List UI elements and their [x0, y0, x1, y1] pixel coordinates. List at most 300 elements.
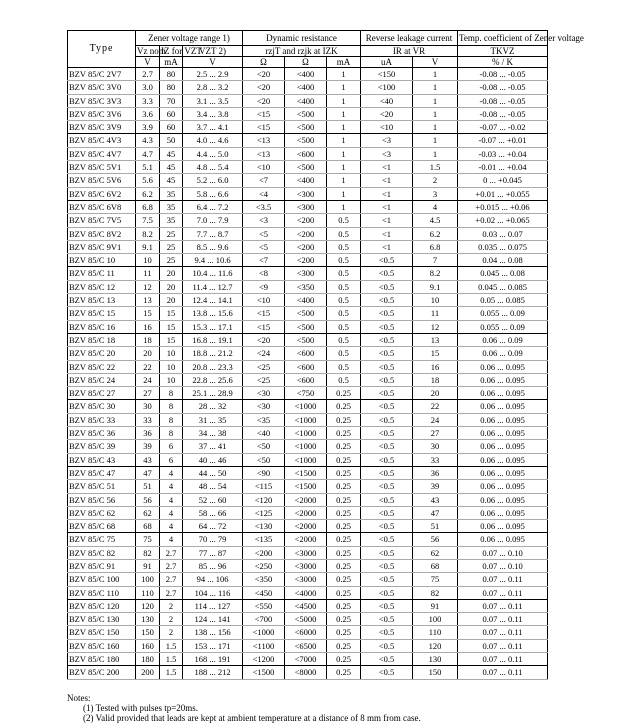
cell-ir: <20	[361, 107, 413, 120]
cell-izk: 0.5	[327, 333, 361, 346]
cell-izk: 0.5	[327, 267, 361, 280]
cell-vznom: 51	[136, 480, 160, 493]
header-vzt: VZT 2)	[183, 46, 243, 57]
cell-type: BZV 85/C 3V0	[68, 81, 136, 94]
cell-ir: <0.5	[361, 373, 413, 386]
table-row	[68, 280, 548, 293]
cell-rz2: <200	[285, 254, 327, 267]
note-1: (1) Tested with pulses tp=20ms.	[83, 703, 199, 713]
cell-vzt: 64 ... 72	[183, 520, 243, 533]
cell-tk: +0.015 ... +0.06	[458, 200, 548, 213]
cell-rz1: <30	[243, 400, 285, 413]
cell-rz1: <8	[243, 267, 285, 280]
cell-vznom: 39	[136, 440, 160, 453]
table-row	[68, 493, 548, 506]
cell-ir: <0.5	[361, 453, 413, 466]
table-row	[68, 174, 548, 187]
cell-type: BZV 85/C 33	[68, 413, 136, 426]
cell-iz: 4	[160, 520, 183, 533]
cell-iz: 20	[160, 267, 183, 280]
cell-tk: 0.07 ... 0.11	[458, 653, 548, 666]
cell-rz2: <4000	[285, 586, 327, 599]
cell-rz2: <300	[285, 267, 327, 280]
cell-rz1: <13	[243, 134, 285, 147]
table-row	[68, 347, 548, 360]
cell-vzt: 138 ... 156	[183, 626, 243, 639]
cell-iz: 70	[160, 94, 183, 107]
cell-iz: 6	[160, 440, 183, 453]
cell-vzt: 70 ... 79	[183, 533, 243, 546]
cell-vznom: 180	[136, 653, 160, 666]
cell-vzt: 18.8 ... 21.2	[183, 347, 243, 360]
cell-rz2: <500	[285, 161, 327, 174]
cell-type: BZV 85/C 75	[68, 533, 136, 546]
cell-tk: 0.07 ... 0.11	[458, 599, 548, 612]
cell-iz: 10	[160, 360, 183, 373]
cell-tk: 0.07 ... 0.11	[458, 613, 548, 626]
cell-tk: 0.03 ... 0.07	[458, 227, 548, 240]
cell-ir: <1	[361, 200, 413, 213]
cell-vr: 1	[413, 81, 458, 94]
cell-ir: <0.5	[361, 320, 413, 333]
header-temp-coeff: Temp. coefficient of Zener voltage	[458, 31, 548, 46]
cell-vzt: 4.4 ... 5.0	[183, 147, 243, 160]
cell-rz1: <10	[243, 161, 285, 174]
cell-vznom: 160	[136, 639, 160, 652]
cell-type: BZV 85/C 62	[68, 506, 136, 519]
cell-tk: 0.06 ... 0.095	[458, 373, 548, 386]
cell-izk: 0.5	[327, 280, 361, 293]
cell-type: BZV 85/C 7V5	[68, 214, 136, 227]
cell-vznom: 11	[136, 267, 160, 280]
cell-vzt: 85 ... 96	[183, 559, 243, 572]
cell-type: BZV 85/C 110	[68, 586, 136, 599]
cell-iz: 8	[160, 427, 183, 440]
unit-vr: V	[413, 57, 458, 68]
cell-type: BZV 85/C 18	[68, 333, 136, 346]
cell-type: BZV 85/C 2V7	[68, 68, 136, 81]
cell-vznom: 5.6	[136, 174, 160, 187]
cell-ir: <3	[361, 147, 413, 160]
cell-rz1: <250	[243, 559, 285, 572]
cell-vr: 27	[413, 427, 458, 440]
cell-ir: <0.5	[361, 400, 413, 413]
cell-vznom: 24	[136, 373, 160, 386]
cell-type: BZV 85/C 91	[68, 559, 136, 572]
cell-izk: 0.25	[327, 480, 361, 493]
cell-rz1: <3.5	[243, 200, 285, 213]
header-type: Type	[68, 31, 136, 68]
table-row	[68, 413, 548, 426]
cell-ir: <0.5	[361, 666, 413, 679]
cell-ir: <0.5	[361, 280, 413, 293]
cell-type: BZV 85/C 8V2	[68, 227, 136, 240]
cell-ir: <0.5	[361, 546, 413, 559]
cell-tk: 0.06 ... 0.095	[458, 493, 548, 506]
cell-vznom: 22	[136, 360, 160, 373]
cell-vr: 12	[413, 320, 458, 333]
cell-vzt: 7.7 ... 8.7	[183, 227, 243, 240]
cell-ir: <3	[361, 134, 413, 147]
cell-vzt: 7.0 ... 7.9	[183, 214, 243, 227]
cell-iz: 4	[160, 533, 183, 546]
cell-rz1: <700	[243, 613, 285, 626]
cell-vr: 16	[413, 360, 458, 373]
cell-type: BZV 85/C 51	[68, 480, 136, 493]
cell-rz1: <1000	[243, 626, 285, 639]
cell-ir: <1	[361, 174, 413, 187]
cell-ir: <0.5	[361, 480, 413, 493]
cell-rz2: <500	[285, 107, 327, 120]
cell-izk: 0.5	[327, 320, 361, 333]
cell-vr: 91	[413, 599, 458, 612]
cell-vr: 1	[413, 134, 458, 147]
cell-rz1: <35	[243, 413, 285, 426]
cell-vr: 20	[413, 387, 458, 400]
cell-vznom: 43	[136, 453, 160, 466]
table-row	[68, 387, 548, 400]
cell-type: BZV 85/C 16	[68, 320, 136, 333]
unit-rz2: Ω	[285, 57, 327, 68]
cell-rz1: <3	[243, 214, 285, 227]
cell-rz2: <1500	[285, 480, 327, 493]
table-row	[68, 559, 548, 572]
cell-vr: 100	[413, 613, 458, 626]
table-row	[68, 427, 548, 440]
cell-ir: <0.5	[361, 254, 413, 267]
cell-type: BZV 85/C 120	[68, 599, 136, 612]
cell-izk: 0.25	[327, 506, 361, 519]
cell-vznom: 120	[136, 599, 160, 612]
cell-ir: <0.5	[361, 639, 413, 652]
cell-ir: <0.5	[361, 613, 413, 626]
cell-rz1: <30	[243, 387, 285, 400]
cell-rz2: <2000	[285, 533, 327, 546]
note-2: (2) Valid provided that leads are kept at ambient temperature at a distance of 8 mm from case.	[83, 713, 421, 723]
cell-vr: 120	[413, 639, 458, 652]
table-row	[68, 307, 548, 320]
cell-vr: 4	[413, 200, 458, 213]
table-row	[68, 520, 548, 533]
cell-izk: 0.25	[327, 586, 361, 599]
table-row	[68, 107, 548, 120]
cell-vr: 24	[413, 413, 458, 426]
table-body	[68, 68, 548, 680]
cell-type: BZV 85/C 3V9	[68, 121, 136, 134]
cell-rz2: <400	[285, 94, 327, 107]
cell-rz2: <3000	[285, 559, 327, 572]
cell-rz1: <450	[243, 586, 285, 599]
table-row	[68, 613, 548, 626]
cell-vzt: 3.4 ... 3.8	[183, 107, 243, 120]
cell-vznom: 130	[136, 613, 160, 626]
cell-iz: 10	[160, 373, 183, 386]
cell-rz2: <200	[285, 227, 327, 240]
cell-iz: 2	[160, 599, 183, 612]
cell-rz1: <50	[243, 440, 285, 453]
cell-vzt: 2.5 ... 2.9	[183, 68, 243, 81]
cell-type: BZV 85/C 15	[68, 307, 136, 320]
cell-vr: 47	[413, 506, 458, 519]
cell-rz1: <130	[243, 520, 285, 533]
cell-type: BZV 85/C 5V1	[68, 161, 136, 174]
cell-ir: <0.5	[361, 307, 413, 320]
cell-type: BZV 85/C 43	[68, 453, 136, 466]
cell-iz: 45	[160, 161, 183, 174]
cell-rz1: <15	[243, 107, 285, 120]
cell-izk: 1	[327, 147, 361, 160]
notes-title: Notes:	[67, 693, 91, 703]
cell-izk: 0.25	[327, 440, 361, 453]
cell-type: BZV 85/C 160	[68, 639, 136, 652]
cell-rz2: <1000	[285, 427, 327, 440]
cell-rz2: <200	[285, 214, 327, 227]
cell-tk: +0.02 ... +0.065	[458, 214, 548, 227]
cell-type: BZV 85/C 3V6	[68, 107, 136, 120]
cell-izk: 0.5	[327, 227, 361, 240]
cell-iz: 2.7	[160, 546, 183, 559]
cell-vznom: 3.0	[136, 81, 160, 94]
cell-type: BZV 85/C 47	[68, 466, 136, 479]
cell-ir: <0.5	[361, 573, 413, 586]
cell-ir: <40	[361, 94, 413, 107]
cell-vzt: 9.4 ... 10.6	[183, 254, 243, 267]
cell-iz: 2.7	[160, 559, 183, 572]
cell-tk: 0.06 ... 0.095	[458, 480, 548, 493]
cell-rz2: <2000	[285, 493, 327, 506]
cell-vzt: 22.8 ... 25.6	[183, 373, 243, 386]
cell-vzt: 153 ... 171	[183, 639, 243, 652]
cell-vzt: 3.1 ... 3.5	[183, 94, 243, 107]
table-row	[68, 200, 548, 213]
cell-type: BZV 85/C 10	[68, 254, 136, 267]
cell-vr: 39	[413, 480, 458, 493]
cell-rz1: <25	[243, 360, 285, 373]
cell-izk: 0.5	[327, 307, 361, 320]
cell-izk: 0.5	[327, 294, 361, 307]
cell-rz1: <13	[243, 147, 285, 160]
table-row	[68, 506, 548, 519]
cell-type: BZV 85/C 4V3	[68, 134, 136, 147]
cell-iz: 35	[160, 187, 183, 200]
cell-tk: -0.07 ... -0.02	[458, 121, 548, 134]
cell-rz2: <1000	[285, 400, 327, 413]
cell-type: BZV 85/C 30	[68, 400, 136, 413]
cell-rz2: <600	[285, 360, 327, 373]
cell-vzt: 5.2 ... 6.0	[183, 174, 243, 187]
cell-rz1: <50	[243, 453, 285, 466]
cell-izk: 1	[327, 174, 361, 187]
cell-rz1: <40	[243, 427, 285, 440]
cell-vr: 8.2	[413, 267, 458, 280]
cell-ir: <0.5	[361, 466, 413, 479]
cell-vznom: 75	[136, 533, 160, 546]
cell-type: BZV 85/C 12	[68, 280, 136, 293]
cell-izk: 0.25	[327, 413, 361, 426]
table-row	[68, 147, 548, 160]
cell-ir: <0.5	[361, 333, 413, 346]
cell-tk: -0.08 ... -0.05	[458, 107, 548, 120]
cell-ir: <0.5	[361, 533, 413, 546]
cell-vzt: 37 ... 41	[183, 440, 243, 453]
cell-type: BZV 85/C 6V8	[68, 200, 136, 213]
cell-vr: 15	[413, 347, 458, 360]
cell-rz1: <120	[243, 493, 285, 506]
cell-vzt: 168 ... 191	[183, 653, 243, 666]
cell-ir: <10	[361, 121, 413, 134]
cell-tk: 0.07 ... 0.11	[458, 639, 548, 652]
table-row	[68, 214, 548, 227]
cell-type: BZV 85/C 4V7	[68, 147, 136, 160]
cell-vznom: 150	[136, 626, 160, 639]
cell-vzt: 13.8 ... 15.6	[183, 307, 243, 320]
cell-rz2: <4500	[285, 599, 327, 612]
cell-rz2: <3000	[285, 546, 327, 559]
cell-vznom: 18	[136, 333, 160, 346]
cell-iz: 1.5	[160, 666, 183, 679]
cell-rz2: <500	[285, 134, 327, 147]
cell-tk: 0.07 ... 0.10	[458, 546, 548, 559]
cell-vznom: 2.7	[136, 68, 160, 81]
cell-iz: 20	[160, 280, 183, 293]
table-row	[68, 94, 548, 107]
cell-tk: 0.06 ... 0.095	[458, 413, 548, 426]
table-row	[68, 373, 548, 386]
unit-ir: uA	[361, 57, 413, 68]
cell-ir: <0.5	[361, 267, 413, 280]
cell-iz: 25	[160, 254, 183, 267]
cell-vr: 1	[413, 68, 458, 81]
cell-vznom: 33	[136, 413, 160, 426]
cell-type: BZV 85/C 150	[68, 626, 136, 639]
cell-izk: 0.25	[327, 387, 361, 400]
cell-vznom: 4.7	[136, 147, 160, 160]
cell-iz: 4	[160, 466, 183, 479]
cell-vr: 1	[413, 121, 458, 134]
cell-vr: 1	[413, 94, 458, 107]
cell-iz: 50	[160, 134, 183, 147]
cell-rz2: <5000	[285, 613, 327, 626]
cell-vr: 150	[413, 666, 458, 679]
cell-izk: 1	[327, 134, 361, 147]
cell-vznom: 110	[136, 586, 160, 599]
cell-tk: 0.05 ... 0.085	[458, 294, 548, 307]
cell-vznom: 5.1	[136, 161, 160, 174]
cell-izk: 0.5	[327, 347, 361, 360]
cell-rz2: <1000	[285, 440, 327, 453]
cell-iz: 25	[160, 227, 183, 240]
cell-iz: 15	[160, 333, 183, 346]
cell-vzt: 188 ... 212	[183, 666, 243, 679]
table-row	[68, 187, 548, 200]
cell-rz1: <20	[243, 68, 285, 81]
table-row	[68, 134, 548, 147]
cell-ir: <0.5	[361, 360, 413, 373]
cell-type: BZV 85/C 11	[68, 267, 136, 280]
unit-tk: % / K	[458, 57, 548, 68]
cell-tk: 0.07 ... 0.11	[458, 626, 548, 639]
cell-izk: 1	[327, 81, 361, 94]
cell-vr: 1	[413, 147, 458, 160]
cell-izk: 0.25	[327, 559, 361, 572]
cell-iz: 2.7	[160, 573, 183, 586]
cell-vr: 7	[413, 254, 458, 267]
cell-rz1: <9	[243, 280, 285, 293]
unit-iz: mA	[160, 57, 183, 68]
cell-ir: <100	[361, 81, 413, 94]
cell-ir: <0.5	[361, 586, 413, 599]
cell-rz2: <500	[285, 333, 327, 346]
cell-izk: 0.25	[327, 599, 361, 612]
cell-vr: 36	[413, 466, 458, 479]
cell-izk: 0.25	[327, 546, 361, 559]
cell-vzt: 77 ... 87	[183, 546, 243, 559]
table-row	[68, 533, 548, 546]
table-row	[68, 240, 548, 253]
table-row	[68, 254, 548, 267]
cell-vzt: 6.4 ... 7.2	[183, 200, 243, 213]
cell-ir: <0.5	[361, 294, 413, 307]
cell-izk: 0.25	[327, 666, 361, 679]
table-row	[68, 626, 548, 639]
cell-iz: 8	[160, 413, 183, 426]
cell-tk: 0.06 ... 0.095	[458, 360, 548, 373]
cell-ir: <0.5	[361, 493, 413, 506]
cell-vznom: 30	[136, 400, 160, 413]
cell-rz2: <200	[285, 240, 327, 253]
cell-vzt: 124 ... 141	[183, 613, 243, 626]
cell-tk: 0.06 ... 0.095	[458, 453, 548, 466]
cell-tk: 0.07 ... 0.10	[458, 559, 548, 572]
cell-ir: <0.5	[361, 520, 413, 533]
cell-tk: 0.06 ... 0.095	[458, 533, 548, 546]
cell-ir: <1	[361, 161, 413, 174]
cell-tk: -0.08 ... -0.05	[458, 68, 548, 81]
cell-ir: <0.5	[361, 347, 413, 360]
table-row	[68, 400, 548, 413]
cell-vzt: 2.8 ... 3.2	[183, 81, 243, 94]
table-row	[68, 453, 548, 466]
cell-rz1: <1200	[243, 653, 285, 666]
cell-rz1: <200	[243, 546, 285, 559]
cell-rz2: <500	[285, 121, 327, 134]
cell-rz2: <350	[285, 280, 327, 293]
cell-izk: 0.25	[327, 466, 361, 479]
cell-vr: 33	[413, 453, 458, 466]
cell-iz: 80	[160, 81, 183, 94]
cell-izk: 0.5	[327, 373, 361, 386]
cell-rz1: <550	[243, 599, 285, 612]
cell-vzt: 44 ... 50	[183, 466, 243, 479]
cell-type: BZV 85/C 13	[68, 294, 136, 307]
cell-iz: 80	[160, 68, 183, 81]
cell-vznom: 47	[136, 466, 160, 479]
cell-vr: 2	[413, 174, 458, 187]
cell-ir: <0.5	[361, 506, 413, 519]
cell-type: BZV 85/C 24	[68, 373, 136, 386]
cell-type: BZV 85/C 100	[68, 573, 136, 586]
cell-iz: 1.5	[160, 653, 183, 666]
table-row	[68, 639, 548, 652]
cell-vzt: 31 ... 35	[183, 413, 243, 426]
cell-rz1: <20	[243, 333, 285, 346]
cell-rz1: <15	[243, 121, 285, 134]
cell-izk: 1	[327, 161, 361, 174]
table-row	[68, 573, 548, 586]
cell-type: BZV 85/C 56	[68, 493, 136, 506]
cell-ir: <0.5	[361, 387, 413, 400]
cell-rz2: <6500	[285, 639, 327, 652]
